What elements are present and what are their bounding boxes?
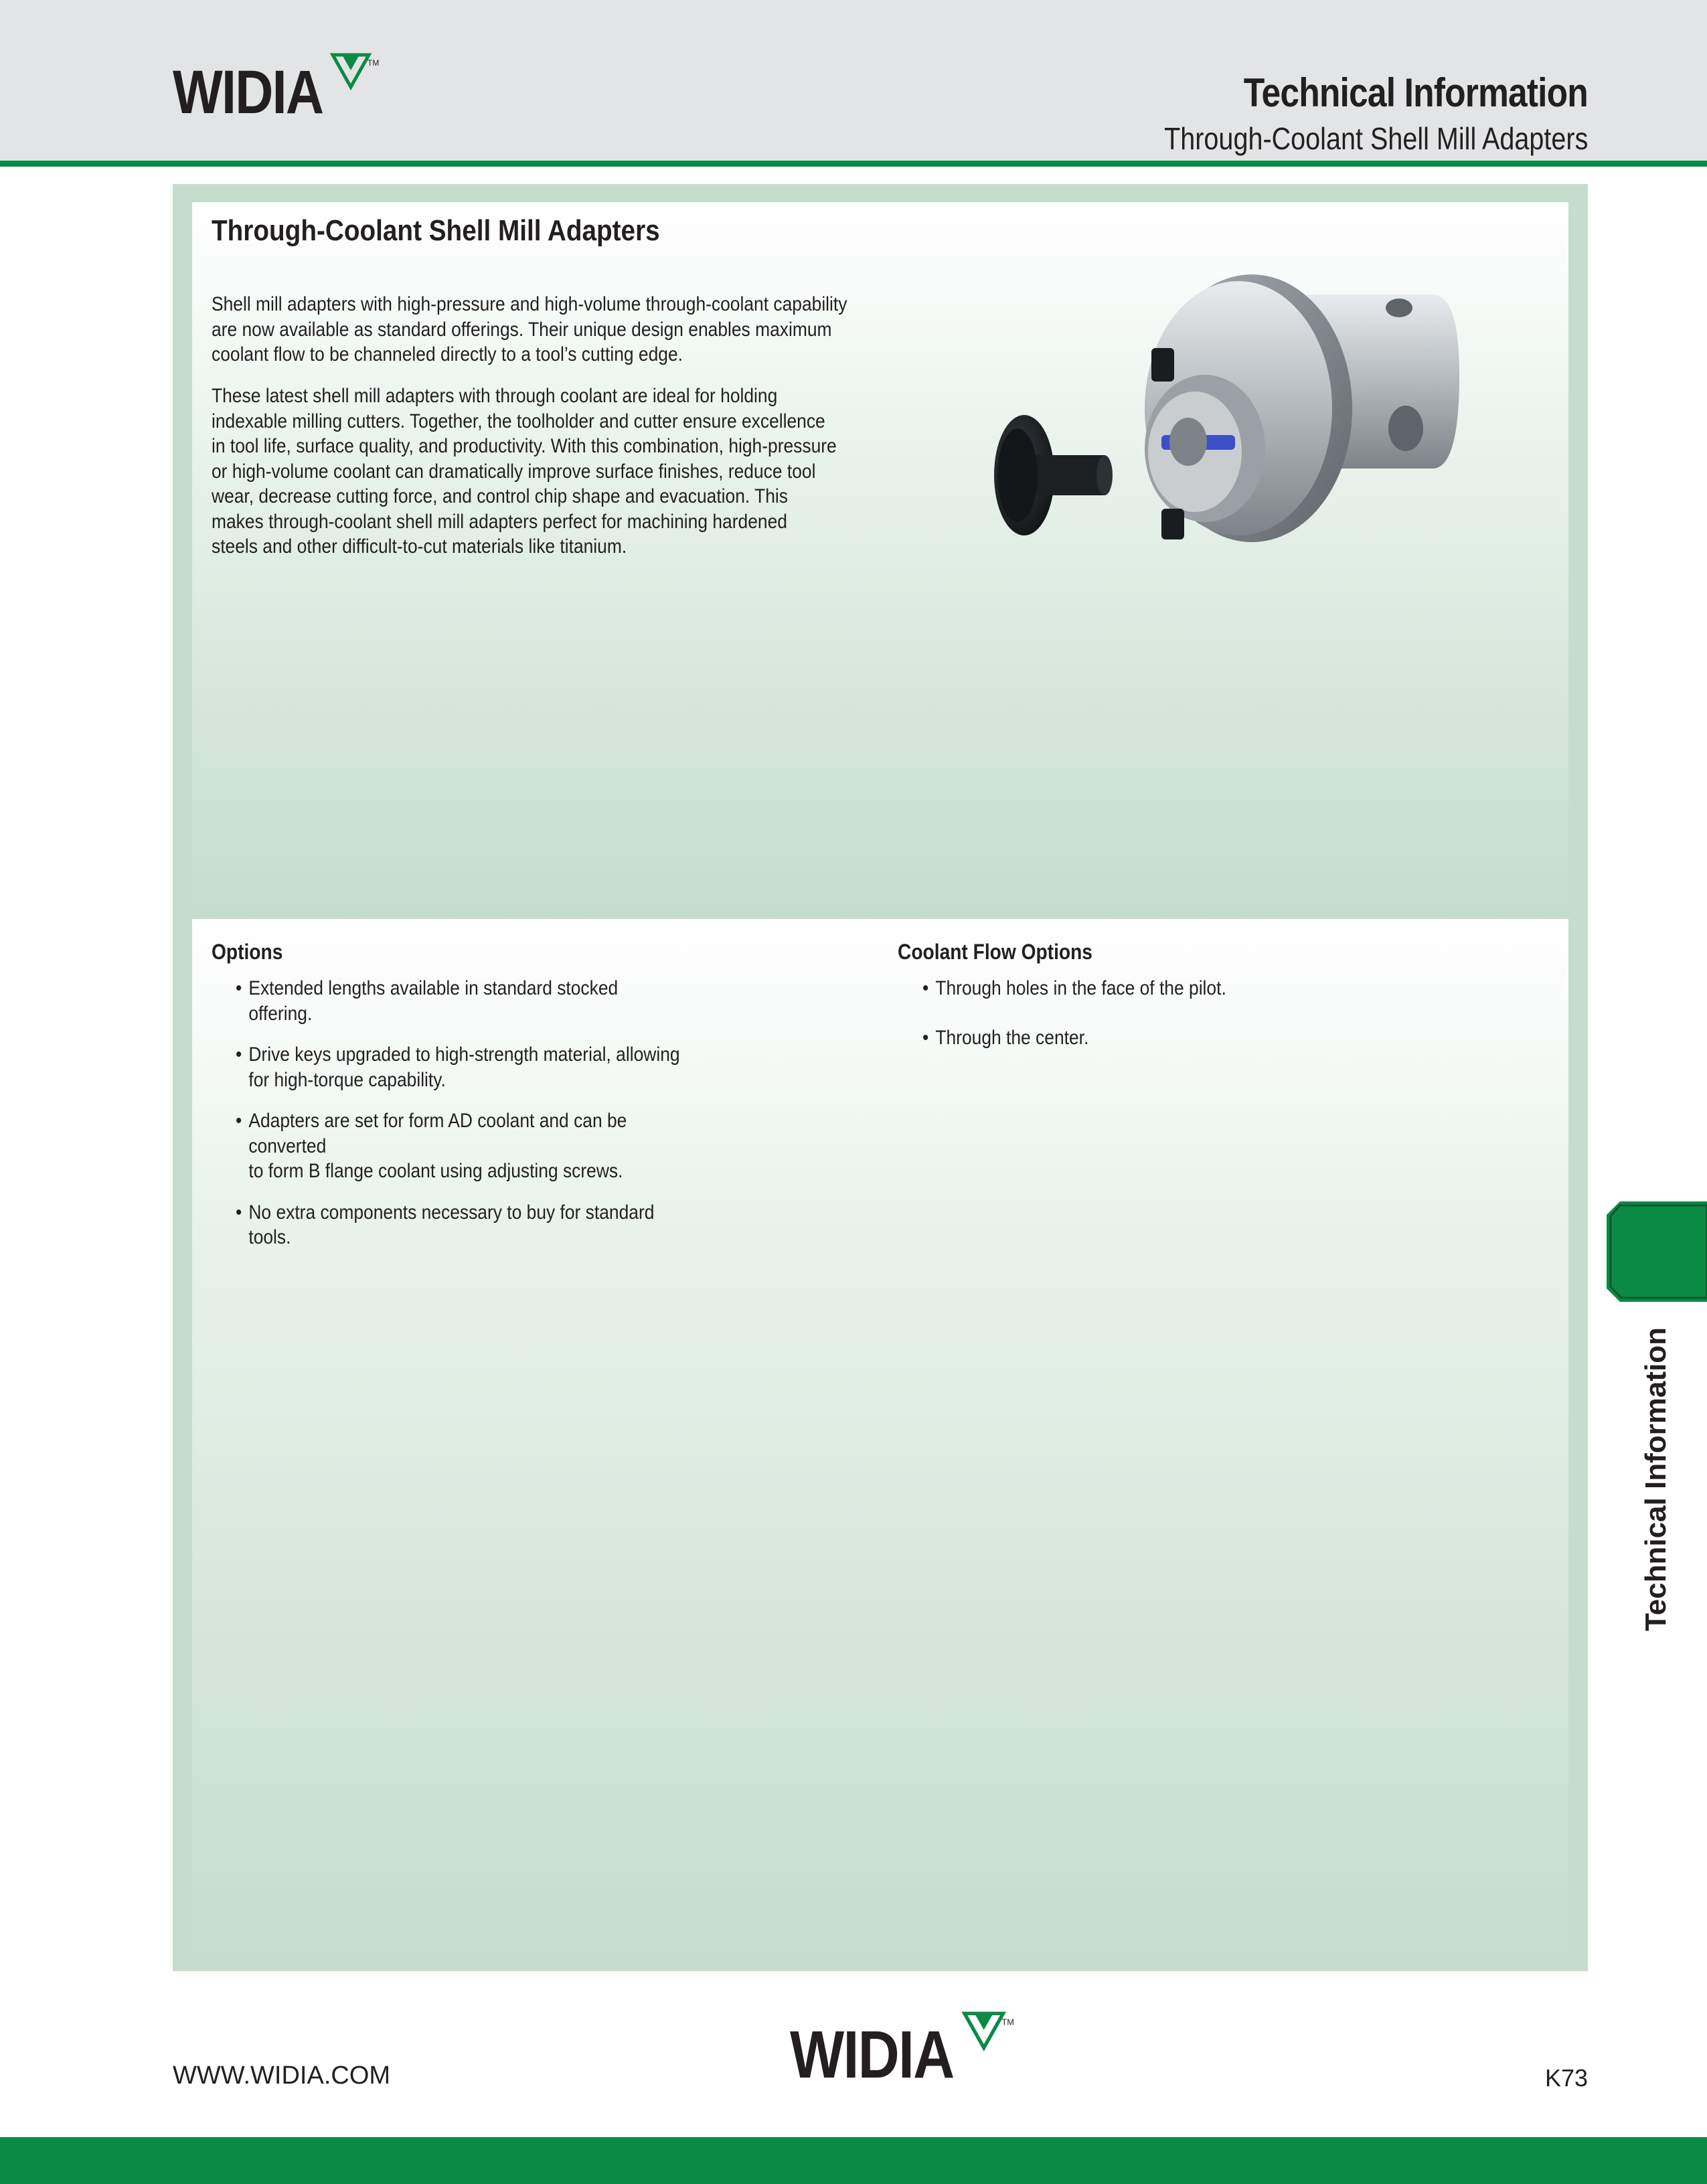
list-item-line: for high-torque capability. xyxy=(248,1068,446,1091)
list-item xyxy=(236,1108,683,1184)
list-item-line: No extra components necessary to buy for standard tools. xyxy=(248,1201,655,1248)
paragraph-line: steels and other difficult-to-cut materials like titanium. xyxy=(212,535,627,558)
list-item xyxy=(236,1200,683,1250)
logo-wordmark: WIDIA xyxy=(790,2017,954,2092)
paragraph-line: makes through-coolant shell mill adapters perfect for machining hardened xyxy=(212,510,787,533)
logo-triangle-icon xyxy=(330,52,380,92)
footer-band xyxy=(0,2137,1707,2184)
options-heading: Options xyxy=(212,940,283,964)
logo-triangle-icon xyxy=(961,2011,1015,2053)
options-list xyxy=(236,976,683,1266)
paragraph-line: in tool life, surface quality, and productivity. With this combination, high-pressure xyxy=(212,435,837,457)
paragraph-line: Shell mill adapters with high-pressure and high-volume through-coolant capability xyxy=(212,293,847,315)
widia-logo xyxy=(173,58,380,127)
widia-logo-footer xyxy=(790,2017,1015,2092)
coolant-flow-heading: Coolant Flow Options xyxy=(898,940,1092,964)
intro-paragraph-1 xyxy=(212,292,847,367)
shell-mill-adapter-image xyxy=(924,274,1486,589)
header-rule xyxy=(0,161,1707,167)
paragraph-line: These latest shell mill adapters with through coolant are ideal for holding xyxy=(212,385,778,407)
coolant-flow-list xyxy=(922,976,1370,1074)
list-item xyxy=(922,976,1370,1001)
list-item xyxy=(922,1025,1370,1051)
logo-wordmark: WIDIA xyxy=(173,58,323,127)
svg-text:TM: TM xyxy=(367,58,380,68)
side-tab-label: Technical Information xyxy=(1639,1327,1672,1631)
list-item xyxy=(236,1042,683,1092)
list-item xyxy=(236,976,683,1026)
section-title: Through-Coolant Shell Mill Adapters xyxy=(212,214,660,247)
list-item-line: Drive keys upgraded to high-strength material, allowing xyxy=(248,1043,680,1066)
list-item-line: Extended lengths available in standard stocked offering. xyxy=(248,977,619,1025)
page-subtitle: Through-Coolant Shell Mill Adapters xyxy=(1163,121,1588,156)
list-item-line: to form B flange coolant using adjusting screws. xyxy=(248,1160,623,1182)
svg-text:TM: TM xyxy=(1001,2017,1015,2027)
paragraph-line: or high-volume coolant can dramatically improve surface finishes, reduce tool xyxy=(212,460,816,483)
page-title: Technical Information xyxy=(1243,70,1588,115)
footer-url[interactable]: WWW.WIDIA.COM xyxy=(173,2062,391,2090)
list-item-line: Through holes in the face of the pilot. xyxy=(935,977,1226,999)
paragraph-line: are now available as standard offerings. Their unique design enables maximum xyxy=(212,318,832,341)
intro-paragraph-2 xyxy=(212,384,847,560)
paragraph-line: wear, decrease cutting force, and control chip shape and evacuation. This xyxy=(212,485,788,507)
paragraph-line: coolant flow to be channeled directly to a tool’s cutting edge. xyxy=(212,343,683,365)
page-number: K73 xyxy=(1544,2064,1588,2092)
list-item-line: Adapters are set for form AD coolant and can be converted xyxy=(248,1110,627,1157)
section-tab[interactable] xyxy=(1607,1201,1707,1302)
list-item-line: Through the center. xyxy=(935,1026,1089,1049)
paragraph-line: indexable milling cutters. Together, the toolholder and cutter ensure excellence xyxy=(212,410,825,432)
